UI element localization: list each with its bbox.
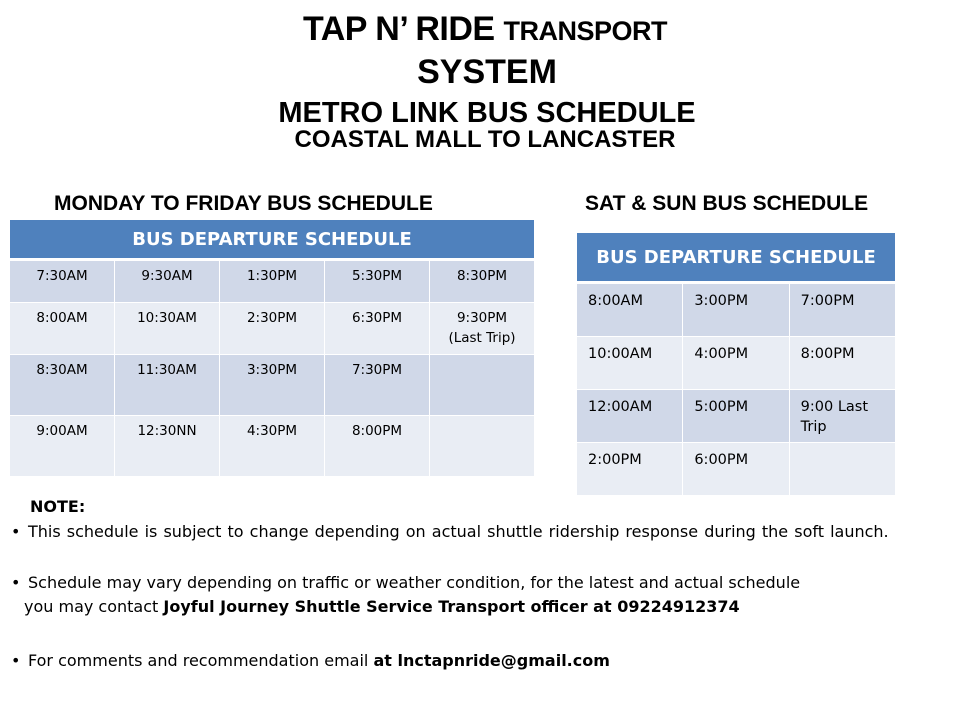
weekday-schedule-table bbox=[9, 219, 535, 477]
weekend-table-header: BUS DEPARTURE SCHEDULE bbox=[577, 233, 896, 283]
table-cell: 4:00PM bbox=[683, 337, 789, 390]
note-text: This schedule is subject to change depending on actual shuttle ridership response during the soft launch. bbox=[28, 522, 889, 541]
note-title: NOTE: bbox=[30, 497, 86, 516]
table-cell: 12:30NN bbox=[115, 416, 220, 477]
table-row bbox=[577, 443, 896, 496]
weekday-heading: MONDAY TO FRIDAY BUS SCHEDULE bbox=[54, 192, 433, 215]
table-row bbox=[577, 283, 896, 337]
title-line-3: METRO LINK BUS SCHEDULE bbox=[278, 97, 696, 129]
table-cell: 7:30AM bbox=[10, 260, 115, 303]
table-cell: 3:30PM bbox=[220, 355, 325, 416]
contact-officer: Joyful Journey Shuttle Service Transport officer at 09224912374 bbox=[163, 597, 740, 616]
table-cell bbox=[430, 416, 535, 477]
table-cell: 9:00 Last Trip bbox=[789, 390, 895, 443]
table-cell: 8:00PM bbox=[325, 416, 430, 477]
contact-email: at lnctapnride@gmail.com bbox=[373, 651, 610, 670]
table-cell: 6:00PM bbox=[683, 443, 789, 496]
last-trip-note: (Last Trip) bbox=[448, 330, 516, 346]
note-item bbox=[11, 520, 951, 544]
weekday-table-header: BUS DEPARTURE SCHEDULE bbox=[10, 220, 535, 260]
table-cell: 6:30PM bbox=[325, 303, 430, 355]
bullet: • bbox=[11, 573, 21, 592]
title-line-1 bbox=[0, 10, 960, 49]
table-cell: 10:00AM bbox=[577, 337, 683, 390]
table-cell: 8:00AM bbox=[10, 303, 115, 355]
note-text: For comments and recommendation email bbox=[28, 651, 374, 670]
table-cell: 7:30PM bbox=[325, 355, 430, 416]
table-cell: 8:00AM bbox=[577, 283, 683, 337]
table-cell: 5:30PM bbox=[325, 260, 430, 303]
table-row bbox=[10, 260, 535, 303]
title-brand: TAP N’ RIDE bbox=[302, 10, 504, 48]
table-cell: 11:30AM bbox=[115, 355, 220, 416]
table-row bbox=[10, 355, 535, 416]
title-transport: TRANSPORT bbox=[503, 16, 668, 46]
table-cell-last-trip bbox=[430, 303, 535, 355]
table-cell: 2:00PM bbox=[577, 443, 683, 496]
table-row bbox=[10, 303, 535, 355]
table-cell: 5:00PM bbox=[683, 390, 789, 443]
note-item bbox=[11, 571, 951, 619]
table-cell: 3:00PM bbox=[683, 283, 789, 337]
table-cell bbox=[430, 355, 535, 416]
table-cell: 8:00PM bbox=[789, 337, 895, 390]
table-row bbox=[10, 416, 535, 477]
table-cell: 7:00PM bbox=[789, 283, 895, 337]
table-cell: 2:30PM bbox=[220, 303, 325, 355]
table-cell: 1:30PM bbox=[220, 260, 325, 303]
table-row bbox=[577, 337, 896, 390]
last-trip-time: 9:30PM bbox=[456, 310, 508, 326]
route-title: COASTAL MALL TO LANCASTER bbox=[294, 126, 676, 153]
bullet: • bbox=[11, 522, 21, 541]
bullet: • bbox=[11, 651, 21, 670]
note-text: you may contact bbox=[24, 597, 164, 616]
table-cell: 9:00AM bbox=[10, 416, 115, 477]
weekend-heading: SAT & SUN BUS SCHEDULE bbox=[585, 192, 869, 215]
table-cell: 8:30PM bbox=[430, 260, 535, 303]
table-cell: 4:30PM bbox=[220, 416, 325, 477]
table-row bbox=[577, 390, 896, 443]
weekend-schedule-table bbox=[576, 232, 896, 496]
note-text: Schedule may vary depending on traffic or weather condition, for the latest and actual schedule bbox=[28, 573, 801, 592]
title-line-2: SYSTEM bbox=[417, 53, 557, 91]
table-cell: 10:30AM bbox=[115, 303, 220, 355]
table-cell: 8:30AM bbox=[10, 355, 115, 416]
table-cell: 9:30AM bbox=[115, 260, 220, 303]
table-cell bbox=[789, 443, 895, 496]
table-cell: 12:00AM bbox=[577, 390, 683, 443]
note-item bbox=[11, 649, 951, 673]
